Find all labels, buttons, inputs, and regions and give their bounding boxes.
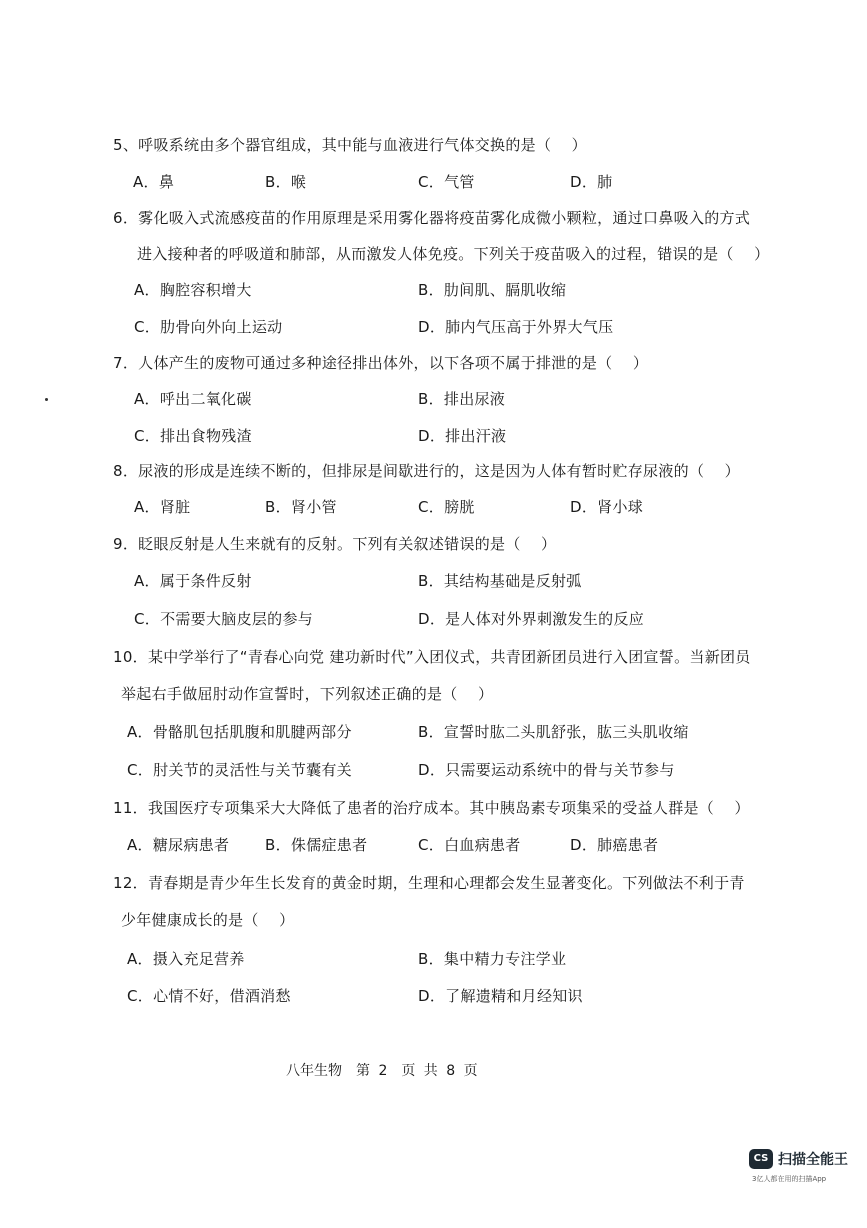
- question-6-stem: 6．雾化吸入式流感疫苗的作用原理是采用雾化器将疫苗雾化成微小颗粒，通过口鼻吸入的方式: [113, 209, 751, 227]
- q5-option-a: A．鼻: [133, 173, 175, 191]
- question-6-stem-cont: 进入接种者的呼吸道和肺部，从而激发人体免疫。下列关于疫苗吸入的过程，错误的是（ ）: [137, 245, 770, 263]
- question-9-stem: 9．眨眼反射是人生来就有的反射。下列有关叙述错误的是（ ）: [113, 535, 557, 553]
- watermark-app-name: 扫描全能王: [778, 1152, 848, 1168]
- page-footer: 八年生物 第 2 页 共 8 页: [286, 1063, 478, 1079]
- q10-option-d: D．只需要运动系统中的骨与关节参与: [418, 761, 675, 779]
- q10-option-b: B．宣誓时肱二头肌舒张，肱三头肌收缩: [418, 723, 689, 741]
- q8-option-a: A．肾脏: [134, 498, 191, 516]
- q6-option-d: D．肺内气压高于外界大气压: [418, 318, 614, 336]
- q12-option-a: A．摄入充足营养: [127, 950, 245, 968]
- q7-option-a: A．呼出二氧化碳: [134, 390, 252, 408]
- q8-option-d: D．肾小球: [570, 498, 644, 516]
- watermark-tagline: 3亿人都在用的扫描App: [752, 1175, 827, 1183]
- q6-option-c: C．肋骨向外向上运动: [134, 318, 283, 336]
- q7-option-b: B．排出尿液: [418, 390, 506, 408]
- q7-option-d: D．排出汗液: [418, 427, 507, 445]
- question-8-stem: 8．尿液的形成是连续不断的，但排尿是间歇进行的，这是因为人体有暂时贮存尿液的（ ）: [113, 462, 740, 480]
- q8-option-b: B．肾小管: [265, 498, 337, 516]
- q11-option-d: D．肺癌患者: [570, 836, 659, 854]
- q9-option-d: D．是人体对外界刺激发生的反应: [418, 610, 645, 628]
- q12-option-c: C．心情不好，借酒消愁: [127, 987, 291, 1005]
- question-12-stem: 12．青春期是青少年生长发育的黄金时期，生理和心理都会发生显著变化。下列做法不利于青: [113, 874, 745, 892]
- q12-option-d: D．了解遗精和月经知识: [418, 987, 583, 1005]
- q5-option-d: D．肺: [570, 173, 613, 191]
- q12-option-b: B．集中精力专注学业: [418, 950, 567, 968]
- q5-option-b: B．喉: [265, 173, 307, 191]
- question-12-stem-cont: 少年健康成长的是（ ）: [121, 911, 295, 929]
- question-5-stem: 5、呼吸系统由多个器官组成，其中能与血液进行气体交换的是（ ）: [113, 136, 587, 154]
- q6-option-b: B．肋间肌、膈肌收缩: [418, 281, 567, 299]
- q10-option-a: A．骨骼肌包括肌腹和肌腱两部分: [127, 723, 352, 741]
- question-10-stem-cont: 举起右手做屈肘动作宣誓时，下列叙述正确的是（ ）: [121, 685, 494, 703]
- q10-option-c: C．肘关节的灵活性与关节囊有关: [127, 761, 352, 779]
- q11-option-b: B．侏儒症患者: [265, 836, 368, 854]
- q8-option-c: C．膀胱: [418, 498, 475, 516]
- question-7-stem: 7．人体产生的废物可通过多种途径排出体外，以下各项不属于排泄的是（ ）: [113, 354, 649, 372]
- q6-option-a: A．胸腔容积增大: [134, 281, 252, 299]
- q9-option-c: C．不需要大脑皮层的参与: [134, 610, 314, 628]
- q7-option-c: C．排出食物残渣: [134, 427, 252, 445]
- question-10-stem: 10．某中学举行了“青春心向党 建功新时代”入团仪式，共青团新团员进行入团宣誓。当新团员: [113, 648, 751, 666]
- question-11-stem: 11．我国医疗专项集采大大降低了患者的治疗成本。其中胰岛素专项集采的受益人群是（ ）: [113, 799, 750, 817]
- q11-option-a: A．糖尿病患者: [127, 836, 230, 854]
- q9-option-a: A．属于条件反射: [134, 572, 252, 590]
- q5-option-c: C．气管: [418, 173, 475, 191]
- q9-option-b: B．其结构基础是反射弧: [418, 572, 582, 590]
- scan-dot: [45, 398, 48, 401]
- q11-option-c: C．白血病患者: [418, 836, 521, 854]
- camscanner-logo-icon: CS: [749, 1149, 773, 1169]
